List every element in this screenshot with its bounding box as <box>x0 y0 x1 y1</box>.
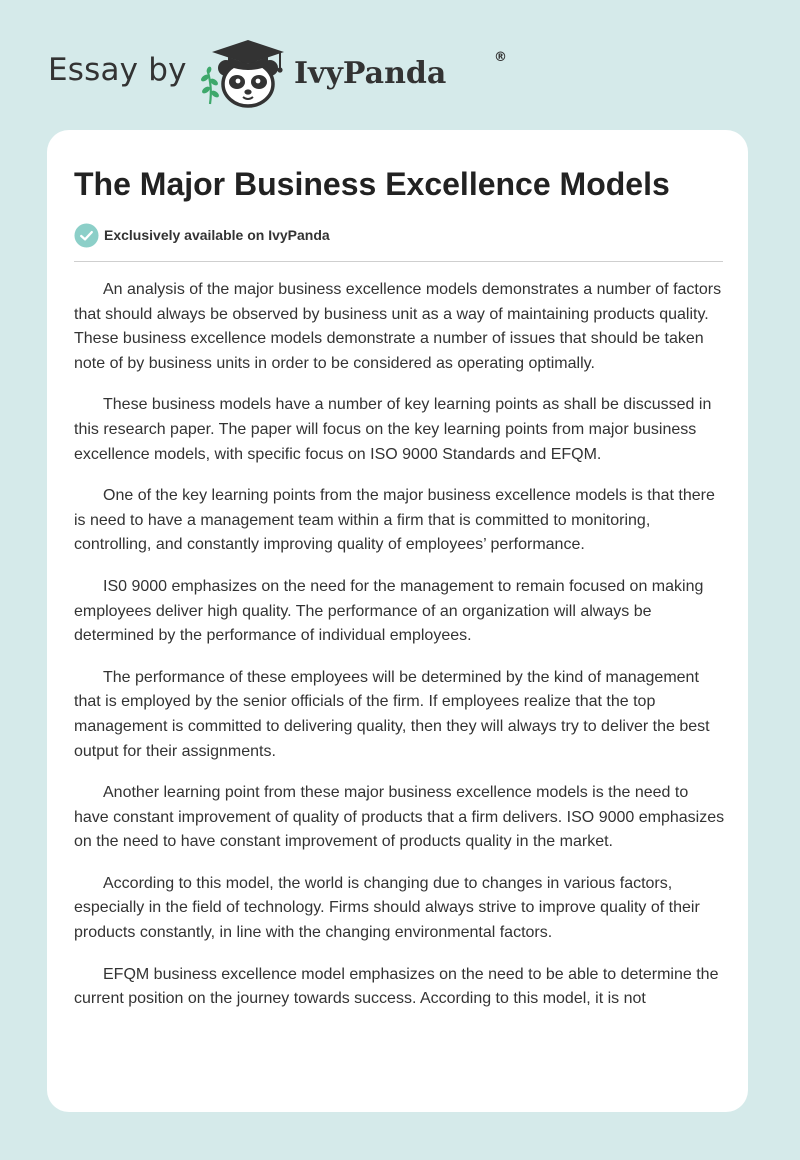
essay-paragraph: IS0 9000 emphasizes on the need for the management to remain focused on making employees deliver high quality. The performance of an organization will always be determined by the performance of individual employees. <box>74 577 704 645</box>
exclusive-badge <box>74 222 330 248</box>
brand-name: IvyPanda <box>294 56 447 91</box>
brand-prefix: Essay by <box>48 52 187 88</box>
check-circle-icon <box>74 223 99 248</box>
title-divider <box>74 261 723 262</box>
essay-title: The Major Business Excellence Models <box>74 166 670 202</box>
essay-paragraph: These business models have a number of key learning points as shall be discussed in this research paper. The paper will focus on the key learning points from major business excellence models, with specific focus on ISO 9000 Standards and EFQM. <box>74 396 712 463</box>
brand-header <box>48 30 508 110</box>
registered-mark: ® <box>494 50 507 65</box>
panda-graduate-icon <box>200 34 290 110</box>
essay-paragraph: The performance of these employees will be determined by the kind of management that is employed by the senior officials of the firm. If employees realize that the top management is committed to delivering quality, then they will always try to deliver the best output for their assignments. <box>74 668 710 760</box>
essay-paragraph: Another learning point from these major business excellence models is the need to have constant improvement of quality of products that a firm delivers. ISO 9000 emphasizes on the need to have constant improvement of products quality in the market. <box>74 784 725 851</box>
exclusive-badge-text: Exclusively available on IvyPanda <box>104 227 330 243</box>
essay-paragraph: An analysis of the major business excellence models demonstrates a number of factors that should always be observed by business unit as a way of maintaining products quality. These business excellence models demonstrate a number of issues that should be taken note of by business units in order to be considered as operating optimally. <box>74 281 722 372</box>
essay-paragraph: EFQM business excellence model emphasizes on the need to be able to determine the current position on the journey towards success. According to this model, it is not <box>74 965 719 1008</box>
essay-card <box>47 130 748 1112</box>
essay-paragraph: One of the key learning points from the major business excellence models is that there is need to have a management team within a firm that is committed to monitoring, controlling, and constantly improving quality of employees’ performance. <box>74 487 715 554</box>
essay-paragraph: According to this model, the world is changing due to changes in various factors, especially in the field of technology. Firms should always strive to improve quality of their products constantly, in line with the changing environmental factors. <box>74 874 700 942</box>
essay-body <box>74 278 726 1029</box>
